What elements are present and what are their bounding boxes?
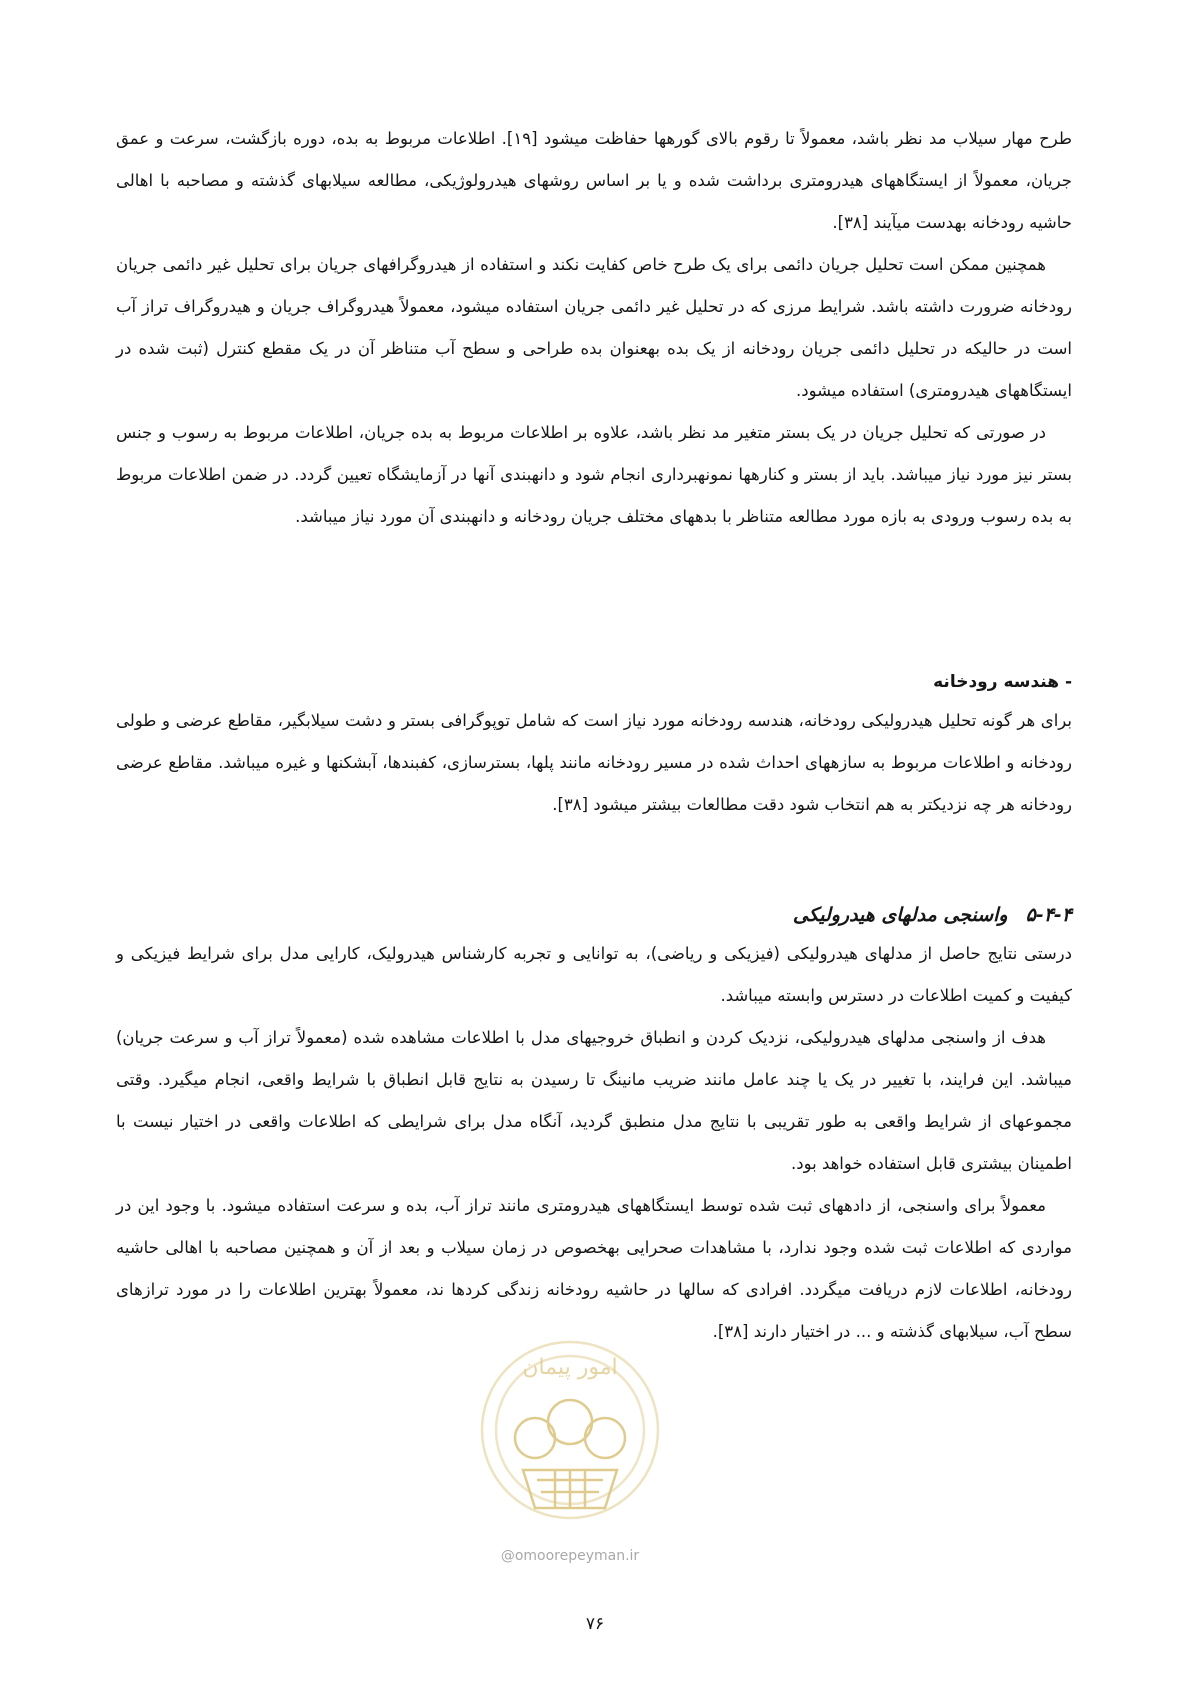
section-heading: [793, 898, 1072, 932]
seal-text: امور پیمان: [522, 1355, 618, 1380]
body-text-geometry: [116, 666, 1072, 826]
paragraph: معمولاً برای واسنجی، از دادههای ثبت شده توسط ایستگاههای هیدرومتری مانند تراز آب، بده و سرعت استفاده میشود. با وجود این در مواردی که اطلاعات ثبت شده وجود ندارد، با مشاهدات صحرایی بهخصوص در زمان سیلاب و بعد از آن و همچنین مصاحبه با اهالی حاشیه رودخانه، اطلاعات لازم دریافت میگردد. افرادی که سالها در حاشیه رودخانه زندگی کردها ند، معمولاً بهترین اطلاعات را در مورد ترازهای سطح آب، سیلابهای گذشته و ... در اختیار دارند [۳۸].: [116, 1196, 1072, 1341]
sub-heading-river-geometry: - هندسه رودخانه: [933, 672, 1072, 692]
paragraph: در صورتی که تحلیل جریان در یک بستر متغیر مد نظر باشد، علاوه بر اطلاعات مربوط به بده جریان، اطلاعات مربوط به رسوب و جنس بستر نیز مورد نیاز میباشد. باید از بستر و کنارهها نمونهبرداری انجام شود و دانهبندی آنها در آزمایشگاه تعیین گردد. در ضمن اطلاعات مربوط به بده رسوب ورودی به بازه مورد مطالعه متناظر با بدههای مختلف جریان رودخانه و دانهبندی آن مورد نیاز میباشد.: [116, 423, 1072, 526]
seal-icon: [475, 1330, 665, 1545]
paragraph: طرح مهار سیلاب مد نظر باشد، معمولاً تا رقوم بالای گورهها حفاظت میشود [۱۹]. اطلاعات مربوط به بده، دوره بازگشت، سرعت و عمق جریان، معمولاً از ایستگاههای هیدرومتری برداشت شده و یا بر اساس روشهای هیدرولوژیکی، مطالعه سیلابهای گذشته و مصاحبه با اهالی حاشیه رودخانه بهدست میآیند [۳۸].: [116, 129, 1072, 232]
paragraph: درستی نتایج حاصل از مدلهای هیدرولیکی (فیزیکی و ریاضی)، به توانایی و تجربه کارشناس هیدرولیک، کارایی مدل برای شرایط فیزیکی و کیفیت و کمیت اطلاعات در دسترس وابسته میباشد.: [116, 944, 1072, 1005]
watermark-url: @omoorepeyman.ir: [500, 1548, 640, 1564]
paragraph: برای هر گونه تحلیل هیدرولیکی رودخانه، هندسه رودخانه مورد نیاز است که شامل توپوگرافی بستر و دشت سیلابگیر، مقاطع عرضی و طولی رودخانه و اطلاعات مربوط به سازههای احداث شده در مسیر رودخانه مانند پلها، بسترسازی، کفبندها، آبشکنها و غیره میباشد. مقاطع عرضی رودخانه هر چه نزدیکتر به هم انتخاب شود دقت مطالعات بیشتر میشود [۳۸].: [116, 711, 1072, 814]
paragraph: همچنین ممکن است تحلیل جریان دائمی برای یک طرح خاص کفایت نکند و استفاده از هیدروگرافهای جریان برای تحلیل غیر دائمی جریان رودخانه ضرورت داشته باشد. شرایط مرزی که در تحلیل غیر دائمی جریان استفاده میشود، معمولاً هیدروگراف جریان و هیدروگراف تراز آب است در حالیکه در تحلیل دائمی جریان رودخانه از یک بده بهعنوان بده طراحی و سطح آب متناظر آن در یک مقطع کنترل (ثبت شده در ایستگاههای هیدرومتری) استفاده میشود.: [116, 255, 1072, 400]
watermark-logo: [475, 1330, 665, 1580]
section-number: ۵-۴-۴: [1025, 904, 1072, 926]
body-text-bottom: [116, 933, 1072, 1353]
page-number: ۷۶: [585, 1614, 605, 1634]
body-text-top: [116, 118, 1072, 538]
section-title: واسنجی مدلهای هیدرولیکی: [792, 904, 1008, 926]
paragraph: هدف از واسنجی مدلهای هیدرولیکی، نزدیک کردن و انطباق خروجیهای مدل با اطلاعات مشاهده شده (معمولاً تراز آب و سرعت جریان) میباشد. این فرایند، با تغییر در یک یا چند عامل مانند ضریب مانینگ تا رسیدن به نتایج قابل انطباق با شرایط واقعی، انجام میگیرد. وقتی مجموعهای از شرایط واقعی به طور تقریبی با نتایج مدل منطبق گردید، آنگاه مدل برای شرایطی که اطلاعات واقعی در اختیار نیست با اطمینان بیشتری قابل استفاده خواهد بود.: [116, 1028, 1072, 1173]
